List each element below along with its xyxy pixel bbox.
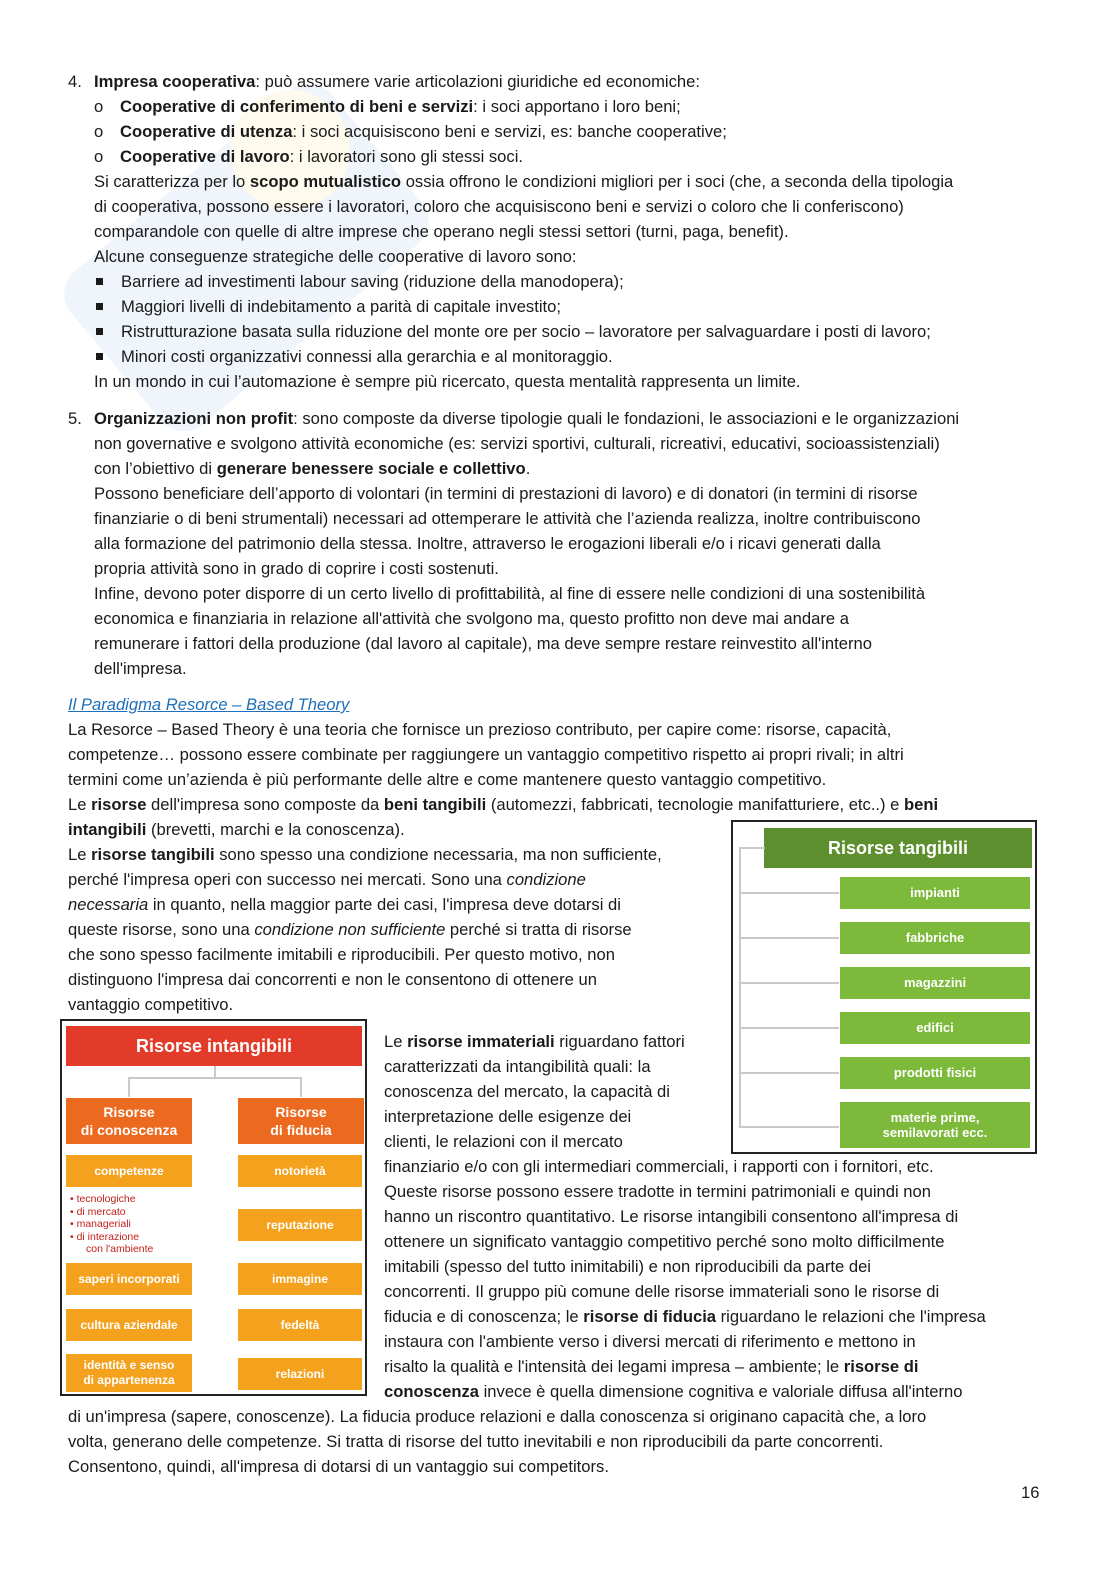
paragraph-line — [68, 867, 586, 892]
paragraph-line: conoscenza del mercato, la capacità di — [384, 1082, 670, 1101]
diagram-box: edifici — [840, 1012, 1030, 1044]
text-span: queste risorse, sono una — [68, 920, 255, 939]
italic-term: condizione — [506, 870, 586, 889]
paragraph-line: alla formazione del patrimonio della stessa. Inoltre, attraverso le erogazioni liberali e/o i ricavi generati dalla — [94, 534, 881, 553]
paragraph-line: finanziario e/o con gli intermediari commerciali, i rapporti con i fornitori, etc. — [384, 1157, 934, 1176]
diagram-subtitle: Risorse di fiducia — [238, 1098, 364, 1144]
connector-line — [128, 1077, 302, 1079]
diagram-box: cultura aziendale — [66, 1309, 192, 1341]
circle-bullet: o — [94, 147, 104, 166]
sub-item-text: : i soci acquisiscono beni e servizi, es: banche cooperative; — [292, 122, 727, 141]
text-span: : sono composte da diverse tipologie quali le fondazioni, le associazioni e le organizzazioni — [293, 409, 960, 428]
bold-term: risorse — [91, 795, 147, 814]
text-span: risalto la qualità e l'intensità dei legami impresa – ambiente; le — [384, 1357, 844, 1376]
diagram-box: materie prime, semilavorati ecc. — [840, 1102, 1030, 1148]
bold-term: scopo mutualistico — [249, 172, 402, 191]
circle-bullet: o — [94, 122, 104, 141]
text-span: (automezzi, fabbricati, tecnologie manifatturiere, etc..) e — [486, 795, 905, 814]
sub-item-title: Cooperative di utenza — [120, 122, 293, 141]
paragraph-line — [94, 456, 530, 481]
connector-line — [739, 937, 839, 939]
figure-title: Risorse tangibili — [764, 828, 1032, 868]
text-span: con l’obiettivo di — [94, 459, 217, 478]
item5-line — [94, 406, 959, 431]
sub-item-title: Cooperative di conferimento di beni e servizi — [120, 97, 474, 116]
paragraph-line: Consentono, quindi, all'impresa di dotarsi di un vantaggio sui competitors. — [68, 1457, 609, 1476]
bold-term: risorse immateriali — [407, 1032, 555, 1051]
paragraph-line — [68, 917, 632, 942]
diagram-box: competenze — [66, 1155, 192, 1187]
square-bullet — [96, 353, 103, 360]
item4-line — [94, 69, 700, 94]
text-span: perché si tratta di risorse — [445, 920, 632, 939]
sub-item-title: Cooperative di lavoro — [120, 147, 290, 166]
connector-line — [739, 847, 765, 849]
diagram-box: identità e senso di appartenenza — [66, 1354, 192, 1392]
text-span: Le — [384, 1032, 408, 1051]
text-span: Si caratterizza per lo — [94, 172, 250, 191]
connector-line — [739, 1027, 839, 1029]
sub-item-text: : i soci apportano i loro beni; — [473, 97, 681, 116]
figure-risorse-tangibili — [731, 820, 1037, 1154]
text-span: fiducia e di conoscenza; le — [384, 1307, 584, 1326]
diagram-box: relazioni — [238, 1358, 362, 1390]
bold-term: generare benessere sociale e collettivo — [216, 459, 526, 478]
paragraph-line: dell'impresa. — [94, 659, 187, 678]
paragraph-line: clienti, le relazioni con il mercato — [384, 1132, 623, 1151]
paragraph-line — [94, 169, 953, 194]
list-text: con l'ambiente — [86, 1243, 154, 1255]
paragraph-line — [384, 1029, 685, 1054]
italic-term: condizione non sufficiente — [254, 920, 446, 939]
connector-line — [739, 982, 839, 984]
text-span: in quanto, nella maggior parte dei casi, l'impresa deve dotarsi di — [148, 895, 621, 914]
bullet-text: Maggiori livelli di indebitamento a parità di capitale investito; — [121, 297, 561, 316]
diagram-box: immagine — [238, 1263, 362, 1295]
connector-line — [300, 1077, 302, 1097]
bold-term: beni tangibili — [383, 795, 487, 814]
text-span: invece è quella dimensione cognitiva e valoriale diffusa all'interno — [479, 1382, 963, 1401]
paragraph-line: concorrenti. Il gruppo più comune delle risorse immateriali sono le risorse di — [384, 1282, 940, 1301]
italic-term: necessaria — [68, 895, 149, 914]
list-text: • tecnologiche — [70, 1193, 136, 1205]
diagram-box: reputazione — [238, 1209, 362, 1241]
diagram-box: magazzini — [840, 967, 1030, 999]
competenze-list — [70, 1193, 153, 1256]
bullet-text: Ristrutturazione basata sulla riduzione del monte ore per socio – lavoratore per salvaguardare i posti di lavoro; — [121, 322, 931, 341]
diagram-box: fabbriche — [840, 922, 1030, 954]
text-span: ossia offrono le condizioni migliori per i soci (che, a seconda della tipologia — [401, 172, 954, 191]
diagram-box: impianti — [840, 877, 1030, 909]
list-text: • di mercato — [70, 1205, 126, 1218]
paragraph-line — [68, 792, 938, 817]
paragraph-line: distinguono l'impresa dai concorrenti e non le consentono di ottenere un — [68, 970, 597, 989]
paragraph-line: In un mondo in cui l’automazione è sempre più ricercato, questa mentalità rappresenta un limite. — [94, 372, 801, 391]
paragraph-line: economica e finanziaria in relazione all'attività che svolgono ma, questo profitto non deve mai andare a — [94, 609, 849, 628]
item4-rest: : può assumere varie articolazioni giuridiche ed economiche: — [255, 72, 700, 91]
connector-line — [739, 847, 741, 1127]
text-span: riguardano fattori — [554, 1032, 685, 1051]
list-text: • manageriali — [70, 1218, 131, 1230]
paragraph-line: instaura con l'ambiente verso i diversi mercati di riferimento e mettono in — [384, 1332, 916, 1351]
sub-item — [120, 119, 727, 144]
connector-line — [739, 1072, 839, 1074]
square-bullet — [96, 303, 103, 310]
paragraph-line: volta, generano delle competenze. Si tratta di risorse del tutto inevitabili e non riproducibili da parte concorrenti. — [68, 1432, 884, 1451]
paragraph-line: remunerare i fattori della produzione (dal lavoro al capitale), ma deve sempre restare reinvestito all'interno — [94, 634, 872, 653]
paragraph-line: di cooperativa, possono essere i lavoratori, coloro che acquisiscono beni e servizi o coloro che li conferiscono) — [94, 197, 904, 216]
bold-term: intangibili — [68, 820, 147, 839]
diagram-box: saperi incorporati — [66, 1263, 192, 1295]
paragraph-line: La Resorce – Based Theory è una teoria che fornisce un prezioso contributo, per capire come: risorse, capacità, — [68, 720, 892, 739]
paragraph-line — [68, 817, 405, 842]
text-span: (brevetti, marchi e la conoscenza). — [146, 820, 405, 839]
diagram-box: fedeltà — [238, 1309, 362, 1341]
paragraph-line — [68, 892, 621, 917]
paragraph-line: non governative e svolgono attività economiche (es: servizi sportivi, culturali, ricreativi, educativi, socioassistenziali) — [94, 434, 940, 453]
list-number: 5. — [68, 409, 82, 428]
text-span: dell'impresa sono composte da — [146, 795, 384, 814]
square-bullet — [96, 328, 103, 335]
paragraph-line: ottenere un significato vantaggio competitivo perché sono molto difficilmente — [384, 1232, 945, 1251]
paragraph-line: imitabili (spesso del tutto inimitabili) e non riproducibili da parte dei — [384, 1257, 871, 1276]
paragraph-line: Queste risorse possono essere tradotte in termini patrimoniali e quindi non — [384, 1182, 931, 1201]
sub-item — [120, 144, 523, 169]
paragraph-line — [68, 842, 662, 867]
paragraph-line: Possono beneficiare dell’apporto di volontari (in termini di prestazioni di lavoro) e di donatori (in termini di risorse — [94, 484, 918, 503]
item4-title: Impresa cooperativa — [94, 72, 256, 91]
bullet-text: Barriere ad investimenti labour saving (riduzione della manodopera); — [121, 272, 624, 291]
page-number: 16 — [1021, 1483, 1040, 1502]
paragraph-line: propria attività sono in grado di coprire i costi sostenuti. — [94, 559, 499, 578]
paragraph-line: competenze… possono essere combinate per raggiungere un vantaggio competitivo rispetto ai propri rivali; in altri — [68, 745, 904, 764]
item5-title: Organizzazioni non profit — [94, 409, 294, 428]
paragraph-line: di un'impresa (sapere, conoscenze). La fiducia produce relazioni e dalla conoscenza si originano capacità che, a loro — [68, 1407, 927, 1426]
paragraph-line: comparandole con quelle di altre imprese che operano negli stessi settori (turni, paga, benefit). — [94, 222, 789, 241]
paragraph-line — [384, 1354, 918, 1379]
figure-title: Risorse intangibili — [66, 1026, 362, 1066]
text-span: riguardano le relazioni che l'impresa — [716, 1307, 986, 1326]
connector-line — [739, 1126, 839, 1128]
circle-bullet: o — [94, 97, 104, 116]
paragraph-line: termini come un’azienda è più performante delle altre e come mantenere questo vantaggio competitivo. — [68, 770, 827, 789]
connector-line — [128, 1077, 130, 1097]
paragraph-line: hanno un riscontro quantitativo. Le risorse intangibili consentono all'impresa di — [384, 1207, 959, 1226]
bold-term: risorse tangibili — [91, 845, 215, 864]
text-span: Le — [68, 795, 92, 814]
diagram-box: prodotti fisici — [840, 1057, 1030, 1089]
paragraph-line: che sono spesso facilmente imitabili e riproducibili. Per questo motivo, non — [68, 945, 615, 964]
list-text: • di interazione — [70, 1230, 140, 1243]
bold-term: beni — [904, 795, 939, 814]
square-bullet — [96, 278, 103, 285]
text-span: . — [525, 459, 531, 478]
bullet-text: Minori costi organizzativi connessi alla gerarchia e al monitoraggio. — [121, 347, 613, 366]
sub-item — [120, 94, 681, 119]
list-number: 4. — [68, 72, 82, 91]
bold-term: risorse di — [843, 1357, 919, 1376]
bold-term: conoscenza — [384, 1382, 479, 1401]
text-span: Le — [68, 845, 92, 864]
diagram-box: notorietà — [238, 1155, 362, 1187]
paragraph-line — [384, 1379, 962, 1404]
section-heading-link[interactable]: Il Paradigma Resorce – Based Theory — [68, 695, 350, 714]
text-span: sono spesso una condizione necessaria, ma non sufficiente, — [214, 845, 662, 864]
paragraph-line: finanziarie o di beni strumentali) necessari ad ottemperare le attività che l’azienda realizza, inoltre contribuiscono — [94, 509, 921, 528]
text-span: perché l'impresa operi con successo nei mercati. Sono una — [68, 870, 507, 889]
paragraph-line: vantaggio competitivo. — [68, 995, 234, 1014]
paragraph-line: Infine, devono poter disporre di un certo livello di profittabilità, al fine di essere nelle condizioni di una sostenibilità — [94, 584, 926, 603]
figure-risorse-intangibili — [60, 1019, 367, 1396]
sub-item-text: : i lavoratori sono gli stessi soci. — [289, 147, 523, 166]
bold-term: risorse di fiducia — [583, 1307, 717, 1326]
paragraph-line: Alcune conseguenze strategiche delle cooperative di lavoro sono: — [94, 247, 577, 266]
paragraph-line: interpretazione delle esigenze dei — [384, 1107, 632, 1126]
paragraph-line: caratterizzati da intangibilità quali: la — [384, 1057, 651, 1076]
connector-line — [739, 892, 839, 894]
paragraph-line — [384, 1304, 986, 1329]
diagram-subtitle: Risorse di conoscenza — [66, 1098, 192, 1144]
